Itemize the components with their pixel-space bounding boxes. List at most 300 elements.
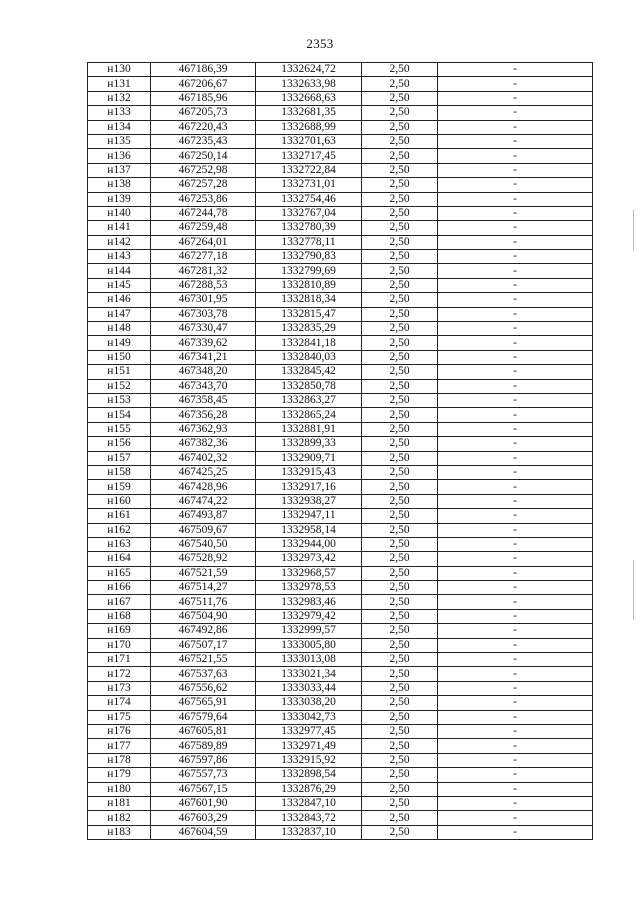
table-row (88, 134, 593, 148)
accuracy-cell: 2,50 (362, 724, 438, 738)
table-row (88, 250, 593, 264)
table-row (88, 768, 593, 782)
accuracy-cell: 2,50 (362, 811, 438, 825)
accuracy-cell: 2,50 (362, 350, 438, 364)
point-id-cell: н179 (88, 768, 151, 782)
x-coordinate-cell: 467257,28 (151, 178, 256, 192)
y-coordinate-cell: 1332767,04 (256, 206, 362, 220)
description-cell: - (438, 393, 593, 407)
table-row (88, 739, 593, 753)
x-coordinate-cell: 467556,62 (151, 681, 256, 695)
point-id-cell: н130 (88, 63, 151, 77)
y-coordinate-cell: 1332790,83 (256, 250, 362, 264)
table-row (88, 379, 593, 393)
description-cell: - (438, 235, 593, 249)
y-coordinate-cell: 1332688,99 (256, 120, 362, 134)
table-row (88, 221, 593, 235)
coordinates-table-body (88, 63, 593, 840)
scan-edge-mark (633, 560, 634, 620)
y-coordinate-cell: 1332847,10 (256, 796, 362, 810)
x-coordinate-cell: 467601,90 (151, 796, 256, 810)
description-cell: - (438, 537, 593, 551)
description-cell: - (438, 408, 593, 422)
accuracy-cell: 2,50 (362, 696, 438, 710)
description-cell: - (438, 796, 593, 810)
point-id-cell: н147 (88, 307, 151, 321)
description-cell: - (438, 336, 593, 350)
description-cell: - (438, 437, 593, 451)
accuracy-cell: 2,50 (362, 465, 438, 479)
description-cell: - (438, 278, 593, 292)
point-id-cell: н150 (88, 350, 151, 364)
point-id-cell: н164 (88, 552, 151, 566)
x-coordinate-cell: 467253,86 (151, 192, 256, 206)
y-coordinate-cell: 1332915,43 (256, 465, 362, 479)
x-coordinate-cell: 467362,93 (151, 422, 256, 436)
accuracy-cell: 2,50 (362, 120, 438, 134)
table-row (88, 322, 593, 336)
x-coordinate-cell: 467514,27 (151, 581, 256, 595)
x-coordinate-cell: 467186,39 (151, 63, 256, 77)
description-cell: - (438, 696, 593, 710)
table-row (88, 278, 593, 292)
x-coordinate-cell: 467348,20 (151, 365, 256, 379)
accuracy-cell: 2,50 (362, 753, 438, 767)
point-id-cell: н165 (88, 566, 151, 580)
description-cell: - (438, 264, 593, 278)
table-row (88, 753, 593, 767)
x-coordinate-cell: 467358,45 (151, 393, 256, 407)
y-coordinate-cell: 1333042,73 (256, 710, 362, 724)
x-coordinate-cell: 467521,55 (151, 653, 256, 667)
x-coordinate-cell: 467597,86 (151, 753, 256, 767)
table-row (88, 566, 593, 580)
description-cell: - (438, 63, 593, 77)
x-coordinate-cell: 467528,92 (151, 552, 256, 566)
table-row (88, 235, 593, 249)
description-cell: - (438, 566, 593, 580)
description-cell: - (438, 250, 593, 264)
table-row (88, 796, 593, 810)
description-cell: - (438, 768, 593, 782)
y-coordinate-cell: 1332917,16 (256, 480, 362, 494)
point-id-cell: н173 (88, 681, 151, 695)
x-coordinate-cell: 467303,78 (151, 307, 256, 321)
y-coordinate-cell: 1332754,46 (256, 192, 362, 206)
description-cell: - (438, 624, 593, 638)
page-number: 2353 (306, 36, 334, 51)
accuracy-cell: 2,50 (362, 739, 438, 753)
table-row (88, 667, 593, 681)
y-coordinate-cell: 1332835,29 (256, 322, 362, 336)
x-coordinate-cell: 467604,59 (151, 825, 256, 839)
y-coordinate-cell: 1332731,01 (256, 178, 362, 192)
description-cell: - (438, 667, 593, 681)
point-id-cell: н146 (88, 293, 151, 307)
description-cell: - (438, 825, 593, 839)
point-id-cell: н172 (88, 667, 151, 681)
point-id-cell: н145 (88, 278, 151, 292)
accuracy-cell: 2,50 (362, 206, 438, 220)
point-id-cell: н138 (88, 178, 151, 192)
x-coordinate-cell: 467428,96 (151, 480, 256, 494)
x-coordinate-cell: 467402,32 (151, 451, 256, 465)
x-coordinate-cell: 467509,67 (151, 523, 256, 537)
table-row (88, 365, 593, 379)
point-id-cell: н141 (88, 221, 151, 235)
accuracy-cell: 2,50 (362, 63, 438, 77)
accuracy-cell: 2,50 (362, 681, 438, 695)
y-coordinate-cell: 1332799,69 (256, 264, 362, 278)
table-row (88, 638, 593, 652)
y-coordinate-cell: 1332973,42 (256, 552, 362, 566)
table-row (88, 710, 593, 724)
table-row (88, 206, 593, 220)
accuracy-cell: 2,50 (362, 149, 438, 163)
accuracy-cell: 2,50 (362, 365, 438, 379)
x-coordinate-cell: 467185,96 (151, 91, 256, 105)
table-row (88, 624, 593, 638)
accuracy-cell: 2,50 (362, 264, 438, 278)
table-row (88, 465, 593, 479)
x-coordinate-cell: 467504,90 (151, 609, 256, 623)
description-cell: - (438, 480, 593, 494)
accuracy-cell: 2,50 (362, 825, 438, 839)
table-row (88, 825, 593, 839)
description-cell: - (438, 91, 593, 105)
point-id-cell: н157 (88, 451, 151, 465)
accuracy-cell: 2,50 (362, 609, 438, 623)
table-row (88, 336, 593, 350)
y-coordinate-cell: 1332624,72 (256, 63, 362, 77)
accuracy-cell: 2,50 (362, 307, 438, 321)
y-coordinate-cell: 1332983,46 (256, 595, 362, 609)
y-coordinate-cell: 1333021,34 (256, 667, 362, 681)
y-coordinate-cell: 1332865,24 (256, 408, 362, 422)
description-cell: - (438, 753, 593, 767)
accuracy-cell: 2,50 (362, 221, 438, 235)
accuracy-cell: 2,50 (362, 106, 438, 120)
description-cell: - (438, 106, 593, 120)
x-coordinate-cell: 467356,28 (151, 408, 256, 422)
y-coordinate-cell: 1332818,34 (256, 293, 362, 307)
description-cell: - (438, 595, 593, 609)
x-coordinate-cell: 467301,95 (151, 293, 256, 307)
x-coordinate-cell: 467537,63 (151, 667, 256, 681)
y-coordinate-cell: 1332915,92 (256, 753, 362, 767)
description-cell: - (438, 609, 593, 623)
y-coordinate-cell: 1333005,80 (256, 638, 362, 652)
point-id-cell: н182 (88, 811, 151, 825)
x-coordinate-cell: 467339,62 (151, 336, 256, 350)
description-cell: - (438, 710, 593, 724)
x-coordinate-cell: 467220,43 (151, 120, 256, 134)
accuracy-cell: 2,50 (362, 624, 438, 638)
description-cell: - (438, 509, 593, 523)
y-coordinate-cell: 1333033,44 (256, 681, 362, 695)
x-coordinate-cell: 467330,47 (151, 322, 256, 336)
point-id-cell: н149 (88, 336, 151, 350)
point-id-cell: н153 (88, 393, 151, 407)
table-row (88, 393, 593, 407)
x-coordinate-cell: 467341,21 (151, 350, 256, 364)
y-coordinate-cell: 1333013,08 (256, 653, 362, 667)
description-cell: - (438, 206, 593, 220)
description-cell: - (438, 653, 593, 667)
table-row (88, 696, 593, 710)
point-id-cell: н148 (88, 322, 151, 336)
y-coordinate-cell: 1332947,11 (256, 509, 362, 523)
accuracy-cell: 2,50 (362, 336, 438, 350)
accuracy-cell: 2,50 (362, 480, 438, 494)
x-coordinate-cell: 467474,22 (151, 494, 256, 508)
accuracy-cell: 2,50 (362, 537, 438, 551)
description-cell: - (438, 811, 593, 825)
description-cell: - (438, 638, 593, 652)
point-id-cell: н136 (88, 149, 151, 163)
x-coordinate-cell: 467589,89 (151, 739, 256, 753)
accuracy-cell: 2,50 (362, 91, 438, 105)
accuracy-cell: 2,50 (362, 437, 438, 451)
x-coordinate-cell: 467288,53 (151, 278, 256, 292)
description-cell: - (438, 724, 593, 738)
x-coordinate-cell: 467579,64 (151, 710, 256, 724)
accuracy-cell: 2,50 (362, 653, 438, 667)
y-coordinate-cell: 1332979,42 (256, 609, 362, 623)
description-cell: - (438, 221, 593, 235)
y-coordinate-cell: 1332850,78 (256, 379, 362, 393)
table-row (88, 178, 593, 192)
accuracy-cell: 2,50 (362, 796, 438, 810)
accuracy-cell: 2,50 (362, 77, 438, 91)
y-coordinate-cell: 1333038,20 (256, 696, 362, 710)
description-cell: - (438, 293, 593, 307)
table-row (88, 77, 593, 91)
x-coordinate-cell: 467281,32 (151, 264, 256, 278)
table-row (88, 494, 593, 508)
y-coordinate-cell: 1332898,54 (256, 768, 362, 782)
y-coordinate-cell: 1332668,63 (256, 91, 362, 105)
accuracy-cell: 2,50 (362, 408, 438, 422)
point-id-cell: н151 (88, 365, 151, 379)
accuracy-cell: 2,50 (362, 566, 438, 580)
y-coordinate-cell: 1332717,45 (256, 149, 362, 163)
y-coordinate-cell: 1332778,11 (256, 235, 362, 249)
description-cell: - (438, 422, 593, 436)
accuracy-cell: 2,50 (362, 379, 438, 393)
table-row (88, 163, 593, 177)
description-cell: - (438, 782, 593, 796)
point-id-cell: н155 (88, 422, 151, 436)
point-id-cell: н174 (88, 696, 151, 710)
point-id-cell: н176 (88, 724, 151, 738)
y-coordinate-cell: 1332841,18 (256, 336, 362, 350)
table-row (88, 350, 593, 364)
description-cell: - (438, 350, 593, 364)
table-row (88, 120, 593, 134)
y-coordinate-cell: 1332681,35 (256, 106, 362, 120)
description-cell: - (438, 120, 593, 134)
description-cell: - (438, 178, 593, 192)
description-cell: - (438, 163, 593, 177)
accuracy-cell: 2,50 (362, 322, 438, 336)
point-id-cell: н180 (88, 782, 151, 796)
y-coordinate-cell: 1332881,91 (256, 422, 362, 436)
y-coordinate-cell: 1332845,42 (256, 365, 362, 379)
x-coordinate-cell: 467511,76 (151, 595, 256, 609)
accuracy-cell: 2,50 (362, 178, 438, 192)
y-coordinate-cell: 1332971,49 (256, 739, 362, 753)
table-row (88, 609, 593, 623)
x-coordinate-cell: 467492,86 (151, 624, 256, 638)
accuracy-cell: 2,50 (362, 278, 438, 292)
x-coordinate-cell: 467252,98 (151, 163, 256, 177)
description-cell: - (438, 322, 593, 336)
x-coordinate-cell: 467206,67 (151, 77, 256, 91)
accuracy-cell: 2,50 (362, 710, 438, 724)
point-id-cell: н152 (88, 379, 151, 393)
y-coordinate-cell: 1332815,47 (256, 307, 362, 321)
point-id-cell: н181 (88, 796, 151, 810)
y-coordinate-cell: 1332863,27 (256, 393, 362, 407)
table-row (88, 422, 593, 436)
y-coordinate-cell: 1332944,00 (256, 537, 362, 551)
point-id-cell: н158 (88, 465, 151, 479)
point-id-cell: н139 (88, 192, 151, 206)
point-id-cell: н177 (88, 739, 151, 753)
accuracy-cell: 2,50 (362, 782, 438, 796)
point-id-cell: н159 (88, 480, 151, 494)
point-id-cell: н144 (88, 264, 151, 278)
table-row (88, 106, 593, 120)
point-id-cell: н160 (88, 494, 151, 508)
table-row (88, 437, 593, 451)
table-row (88, 782, 593, 796)
accuracy-cell: 2,50 (362, 667, 438, 681)
point-id-cell: н166 (88, 581, 151, 595)
x-coordinate-cell: 467343,70 (151, 379, 256, 393)
x-coordinate-cell: 467205,73 (151, 106, 256, 120)
coordinates-table (87, 62, 593, 840)
accuracy-cell: 2,50 (362, 192, 438, 206)
accuracy-cell: 2,50 (362, 393, 438, 407)
description-cell: - (438, 465, 593, 479)
point-id-cell: н169 (88, 624, 151, 638)
point-id-cell: н161 (88, 509, 151, 523)
x-coordinate-cell: 467567,15 (151, 782, 256, 796)
x-coordinate-cell: 467540,50 (151, 537, 256, 551)
accuracy-cell: 2,50 (362, 509, 438, 523)
y-coordinate-cell: 1332837,10 (256, 825, 362, 839)
description-cell: - (438, 523, 593, 537)
table-row (88, 63, 593, 77)
accuracy-cell: 2,50 (362, 422, 438, 436)
x-coordinate-cell: 467557,73 (151, 768, 256, 782)
accuracy-cell: 2,50 (362, 134, 438, 148)
y-coordinate-cell: 1332978,53 (256, 581, 362, 595)
table-row (88, 149, 593, 163)
y-coordinate-cell: 1332633,98 (256, 77, 362, 91)
accuracy-cell: 2,50 (362, 250, 438, 264)
table-row (88, 264, 593, 278)
point-id-cell: н183 (88, 825, 151, 839)
point-id-cell: н168 (88, 609, 151, 623)
x-coordinate-cell: 467250,14 (151, 149, 256, 163)
y-coordinate-cell: 1332968,57 (256, 566, 362, 580)
y-coordinate-cell: 1332876,29 (256, 782, 362, 796)
accuracy-cell: 2,50 (362, 451, 438, 465)
point-id-cell: н132 (88, 91, 151, 105)
table-row (88, 595, 593, 609)
x-coordinate-cell: 467244,78 (151, 206, 256, 220)
table-row (88, 509, 593, 523)
x-coordinate-cell: 467259,48 (151, 221, 256, 235)
table-row (88, 293, 593, 307)
point-id-cell: н162 (88, 523, 151, 537)
x-coordinate-cell: 467565,91 (151, 696, 256, 710)
accuracy-cell: 2,50 (362, 595, 438, 609)
table-row (88, 724, 593, 738)
accuracy-cell: 2,50 (362, 523, 438, 537)
point-id-cell: н156 (88, 437, 151, 451)
table-row (88, 91, 593, 105)
table-row (88, 480, 593, 494)
accuracy-cell: 2,50 (362, 293, 438, 307)
description-cell: - (438, 307, 593, 321)
point-id-cell: н175 (88, 710, 151, 724)
table-row (88, 451, 593, 465)
table-row (88, 552, 593, 566)
description-cell: - (438, 379, 593, 393)
table-row (88, 811, 593, 825)
x-coordinate-cell: 467425,25 (151, 465, 256, 479)
description-cell: - (438, 681, 593, 695)
description-cell: - (438, 149, 593, 163)
table-row (88, 681, 593, 695)
description-cell: - (438, 451, 593, 465)
accuracy-cell: 2,50 (362, 638, 438, 652)
point-id-cell: н134 (88, 120, 151, 134)
description-cell: - (438, 365, 593, 379)
point-id-cell: н133 (88, 106, 151, 120)
x-coordinate-cell: 467235,43 (151, 134, 256, 148)
x-coordinate-cell: 467603,29 (151, 811, 256, 825)
description-cell: - (438, 192, 593, 206)
y-coordinate-cell: 1332977,45 (256, 724, 362, 738)
description-cell: - (438, 552, 593, 566)
x-coordinate-cell: 467277,18 (151, 250, 256, 264)
y-coordinate-cell: 1332999,57 (256, 624, 362, 638)
y-coordinate-cell: 1332899,33 (256, 437, 362, 451)
table-row (88, 581, 593, 595)
accuracy-cell: 2,50 (362, 494, 438, 508)
description-cell: - (438, 739, 593, 753)
y-coordinate-cell: 1332840,03 (256, 350, 362, 364)
point-id-cell: н163 (88, 537, 151, 551)
table-row (88, 653, 593, 667)
point-id-cell: н170 (88, 638, 151, 652)
x-coordinate-cell: 467507,17 (151, 638, 256, 652)
description-cell: - (438, 134, 593, 148)
table-row (88, 537, 593, 551)
point-id-cell: н178 (88, 753, 151, 767)
point-id-cell: н142 (88, 235, 151, 249)
point-id-cell: н135 (88, 134, 151, 148)
y-coordinate-cell: 1332701,63 (256, 134, 362, 148)
description-cell: - (438, 77, 593, 91)
table-row (88, 408, 593, 422)
table-row (88, 523, 593, 537)
